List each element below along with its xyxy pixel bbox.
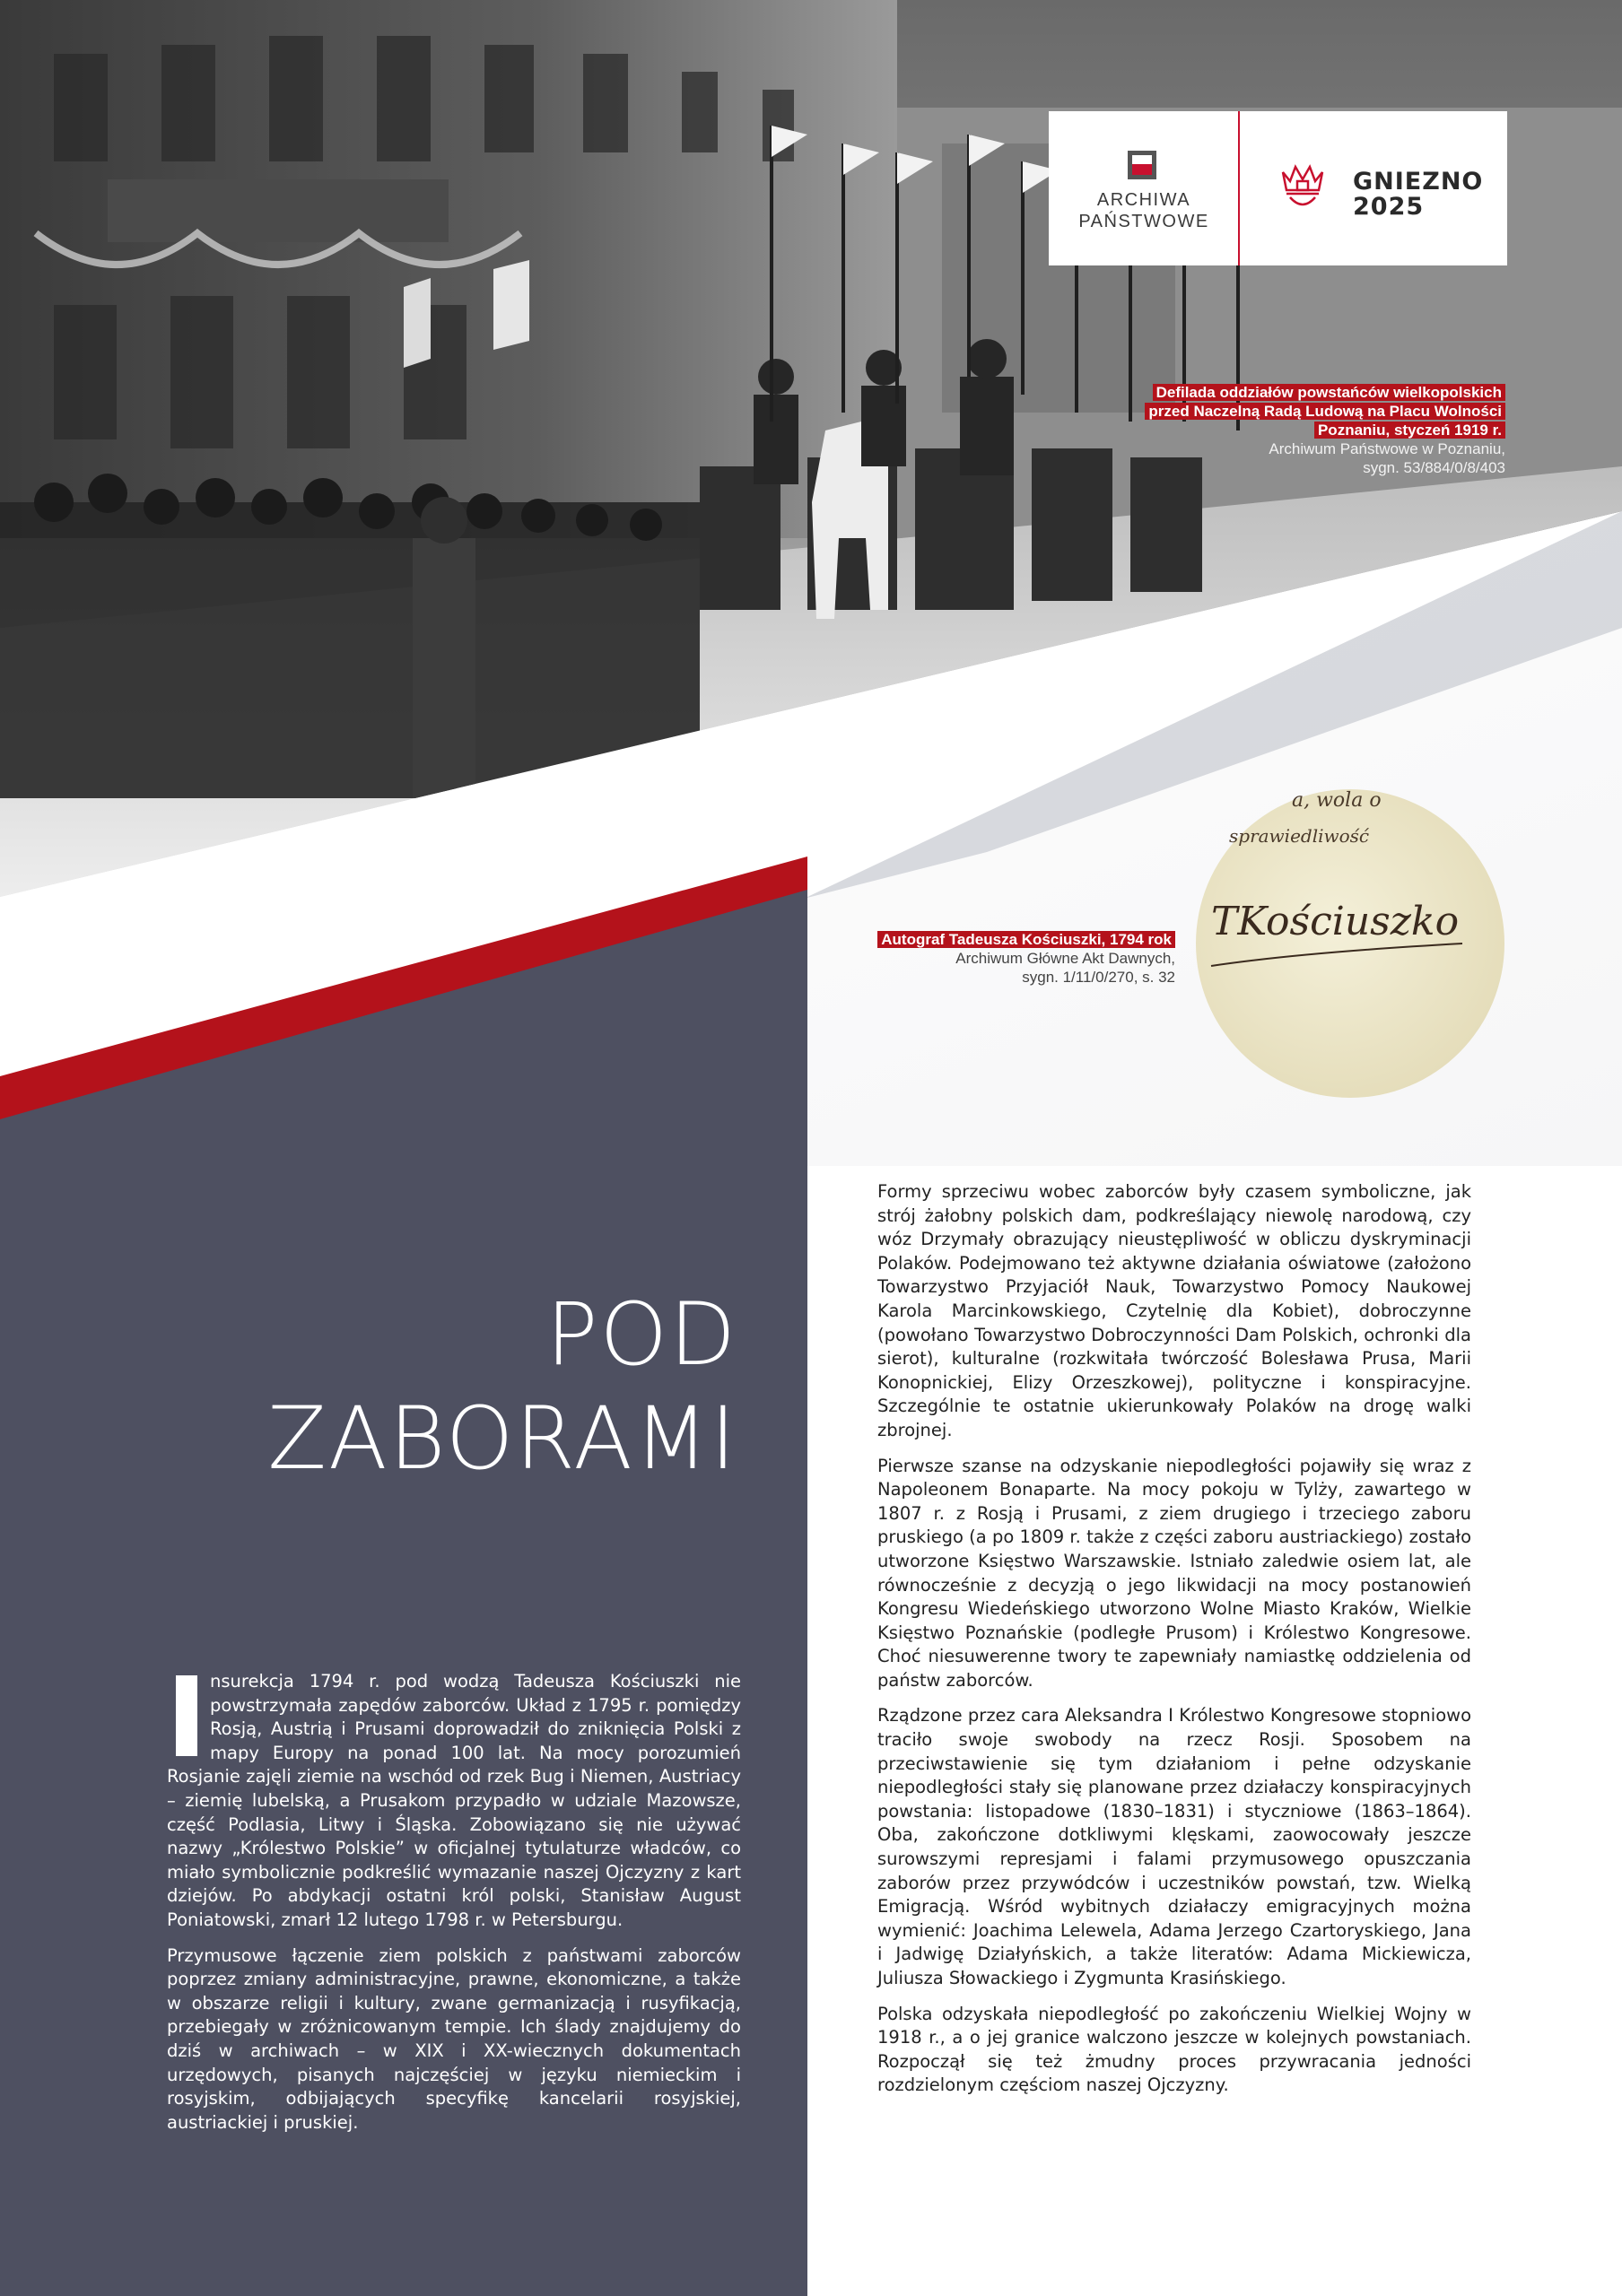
right-column-text: [877, 1180, 1471, 2109]
photo-caption: [1129, 383, 1505, 477]
photo-caption-source-line: Archiwum Państwowe w Poznaniu,: [1269, 440, 1505, 457]
logo-divider: [1238, 111, 1240, 265]
archiwa-logo-icon: [1128, 151, 1156, 179]
autograph-image: [1193, 787, 1507, 1100]
page-title-line1: POD: [545, 1284, 737, 1385]
autograph-caption: [861, 930, 1175, 987]
left-column-text: [167, 1670, 741, 2146]
autograph-line2: sprawiedliwość: [1229, 825, 1370, 847]
page-title: [197, 1283, 737, 1491]
left-paragraph-1-text: nsurekcja 1794 r. pod wodzą Tadeusza Kościuszki nie powstrzymała zapędów zaborców. Układ z 1795 r. pomiędzy Rosją, Austrią i Prusami doprowadził do zniknięcia Polski z mapy Europy na ponad 100 lat. Na mocy porozumień Rosjanie zajęli ziemie na wschód od rzek Bug i Niemen, Austriacy – ziemię lubelską, a Prusakom przypadło w udziale Mazowsze, część Podlasia, Litwy i Śląska. Zobowiązano się nie używać nazwy „Królestwo Polskie” w oficjalnej tytulaturze władców, co miało symbolicznie podkreślić wymazanie naszej Ojczyzny z kart dziejów. Po abdykacji ostatni król polski, Stanisław August Poniatowski, zmarł 12 lutego 1798 r. w Petersburgu.: [167, 1671, 741, 1930]
autograph-caption-title: Autograf Tadeusza Kościuszki, 1794 rok: [877, 931, 1175, 948]
gniezno-crown-icon: [1278, 160, 1328, 212]
photo-caption-title-line: Defilada oddziałów powstańców wielkopolskich: [1153, 384, 1505, 401]
photo-caption-title-line: przed Naczelną Radą Ludową na Placu Wolności: [1145, 403, 1505, 420]
left-paragraph-1: [167, 1670, 741, 1933]
gniezno-logo-text-line2: 2025: [1353, 193, 1425, 221]
page-title-line2: ZABORAMI: [267, 1388, 737, 1489]
archiwa-logo-text-line1: ARCHIWA: [1096, 190, 1191, 210]
photo-caption-source-line: sygn. 53/884/0/8/403: [1363, 459, 1505, 476]
archiwa-logo-text-line2: PAŃSTWOWE: [1078, 212, 1209, 231]
autograph-caption-source-line: sygn. 1/11/0/270, s. 32: [1022, 969, 1175, 986]
autograph-caption-source-line: Archiwum Główne Akt Dawnych,: [955, 950, 1175, 967]
autograph-signature: TKościuszko: [1211, 899, 1460, 944]
left-paragraph-2: Przymusowe łączenie ziem polskich z państwami zaborców poprzez zmiany administracyjne, prawne, ekonomiczne, a także w obszarze religii i kultury, zwane germanizacją i rusyfikacją, przebiegały w zróżnicowanym tempie. Ich ślady znajdujemy do dziś w archiwach – w XIX i XX-wiecznych dokumentach urzędowych, pisanych najczęściej w języku niemieckim i rosyjskim, odbijających specyfikę kancelarii rosyjskiej, austriackiej i pruskiej.: [167, 1944, 741, 2133]
right-paragraph: Rządzone przez cara Aleksandra I Królestwo Kongresowe stopniowo traciło swoje swobody na rzecz Rosji. Sposobem na przeciwstawienie się tym działaniom i pełne odzyskanie niepodległości stały się planowane przez działaczy konspiracyjnych powstania: listopadowe (1830–1831) i styczniowe (1863–1864). Oba, zakończone dotkliwymi klęskami, zaowocowały jeszcze surowszymi represjami i falami przymusowego opuszczania zaborów przez przywódców i uczestników powstań, tzw. Wielką Emigracją. Wśród wybitnych działaczy emigracyjnych można wymienić: Joachima Lelewela, Adama Jerzego Czartoryskiego, Jana i Jadwigę Działyńskich, a także literatów: Adama Mickiewicza, Juliusza Słowackiego i Zygmunta Krasińskiego.: [877, 1705, 1471, 1988]
right-paragraph: Pierwsze szanse na odzyskanie niepodległości pojawiły się wraz z Napoleonem Bonaparte. Na mocy pokoju w Tylży, zawartego w 1807 r. z Rosją i Prusami, z ziem drugiego i trzeciego zaboru pruskiego (a po 1809 r. także z części zaboru austriackiego) zostało utworzone Księstwo Warszawskie. Istniało zaledwie osiem lat, ale równocześnie z decyzją o jego likwidacji na mocy postanowień Kongresu Wiedeńskiego utworzono Wolne Miasto Kraków, Wielkie Księstwo Poznańskie (podległe Prusom) i Królestwo Kongresowe. Choć niesuwerenne twory te zapewniały namiastkę oddzielenia od państw zaborców.: [877, 1455, 1471, 1691]
photo-caption-title-line: Poznaniu, styczeń 1919 r.: [1314, 422, 1505, 439]
right-paragraph: Formy sprzeciwu wobec zaborców były czasem symboliczne, jak strój żałobny polskich dam, podkreślający niewolę narodową, czy wóz Drzymały obrazujący nieustępliwość w obliczu dyskryminacji Polaków. Podejmowano też aktywne działania oświatowe (założono Towarzystwo Przyjaciół Nauk, Towarzystwo Pomocy Naukowej Karola Marcinkowskiego, Czytelnię dla Kobiet), dobroczynne (powołano Towarzystwo Dobroczynności Dam Polskich, ochronki dla sierot), kulturalne (rozkwitała twórczość Bolesława Prusa, Marii Konopnickiej, Elizy Orzeszkowej), polityczne i konspiracyjne. Szczególnie te ostatnie ukierunkowały Polaków na drogę walki zbrojnej.: [877, 1181, 1471, 1440]
dropcap: [176, 1675, 197, 1756]
right-paragraph: Polska odzyskała niepodległość po zakończeniu Wielkiej Wojny w 1918 r., a o jej granice walczono jeszcze w kolejnych powstaniach. Rozpoczął się też żmudny proces przywracania jedności rozdzielonym częściom naszej Ojczyzny.: [877, 2003, 1471, 2096]
gniezno-logo-text-line1: GNIEZNO: [1353, 168, 1484, 196]
autograph-line1: a, wola o: [1292, 789, 1382, 812]
